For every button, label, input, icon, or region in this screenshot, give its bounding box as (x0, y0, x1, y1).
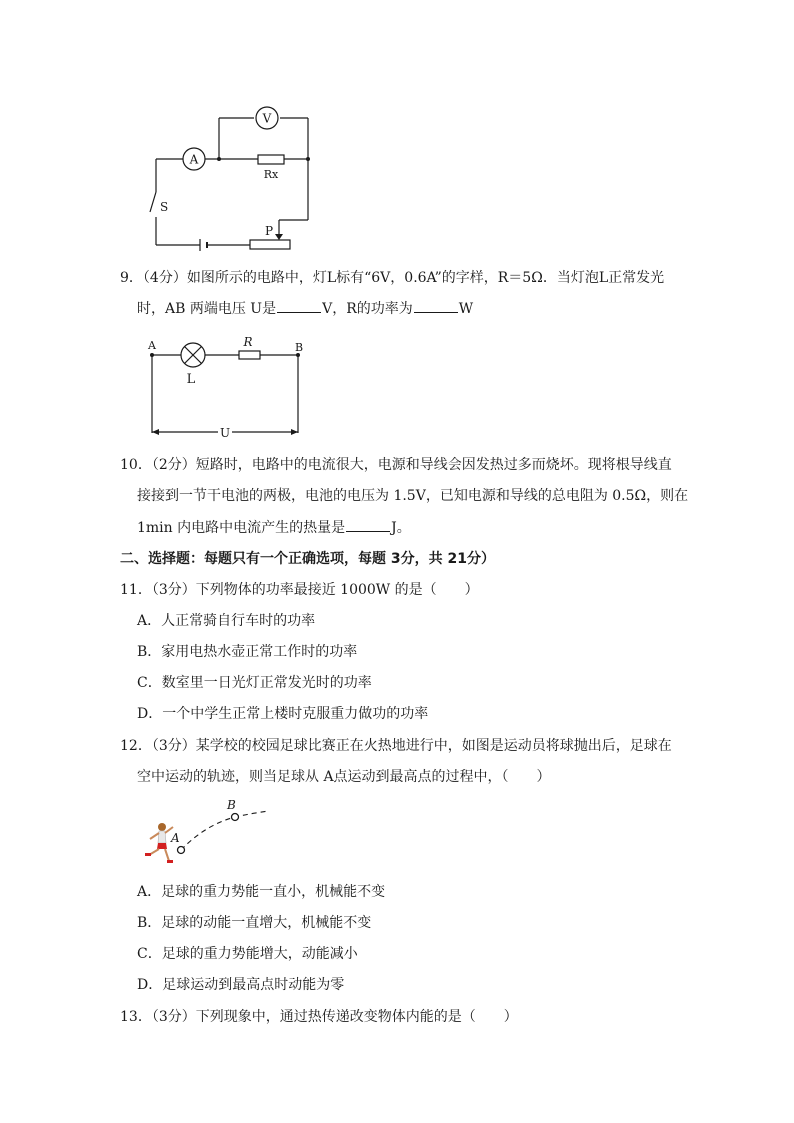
terminal-b-label: B (295, 341, 304, 354)
resistor-r (239, 351, 260, 359)
q9-line2-text-a: 时，AB 两端电压 U是 (137, 301, 277, 317)
q9-line2 (137, 298, 473, 319)
resistor-rx (258, 155, 284, 164)
q12-option-c[interactable]: C．足球的重力势能增大，动能减小 (137, 946, 358, 962)
q9-line2-text-b: V，R的功率为 (322, 301, 413, 317)
resistor-r-label: R (243, 335, 253, 349)
ball-position-b (232, 814, 239, 821)
q11-option-b[interactable]: B．家用电热水壶正常工作时的功率 (137, 644, 358, 660)
circuit-diagram-q8 (140, 100, 340, 260)
q12-line1: 12．（3分）某学校的校园足球比赛正在火热地进行中，如图是运动员将球抛出后，足球在 (120, 738, 672, 754)
q10-line3 (137, 517, 411, 538)
q12-option-d[interactable]: D．足球运动到最高点时动能为零 (137, 977, 345, 993)
q10-line3-text-b: J。 (391, 520, 411, 536)
rheostat-symbol (250, 240, 290, 249)
q12-line2: 空中运动的轨迹，则当足球从 A点运动到最高点的过程中，（ ） (137, 769, 551, 785)
point-a-label: A (171, 831, 180, 845)
voltmeter-label: V (262, 111, 272, 126)
q11-option-d[interactable]: D．一个中学生正常上楼时克服重力做功的功率 (137, 706, 429, 722)
rheostat-slider-label: P (265, 224, 274, 238)
football-player-figure (145, 823, 173, 863)
q11-stem: 11．（3分）下列物体的功率最接近 1000W 的是（ ） (120, 582, 479, 598)
q10-blank-heat[interactable] (346, 517, 390, 532)
q9-blank-power[interactable] (414, 298, 458, 313)
voltage-u-label: U (219, 426, 231, 440)
circuit-diagram-q9 (140, 335, 320, 445)
q12-option-b[interactable]: B．足球的动能一直增大，机械能不变 (137, 915, 372, 931)
q11-option-c[interactable]: C．数室里一日光灯正常发光时的功率 (137, 675, 372, 691)
football-trajectory-figure (135, 797, 285, 872)
section-2-heading: 二、选择题：每题只有一个正确选项，每题 3分，共 21分） (120, 551, 495, 567)
lamp-label: L (186, 372, 196, 387)
terminal-a-label: A (148, 339, 156, 352)
point-b-label: B (227, 798, 236, 812)
q10-line3-text-a: 1min 内电路中电流产生的热量是 (137, 520, 346, 536)
q9-blank-voltage[interactable] (277, 298, 321, 313)
switch-label: S (160, 200, 169, 214)
q9-line1: 9．（4分）如图所示的电路中，灯L标有“6V，0.6A”的字样，R＝5Ω．当灯泡L正常发光 (120, 270, 665, 286)
ball-position-a (178, 847, 185, 854)
ammeter-label: A (189, 152, 199, 167)
q12-option-a[interactable]: A．足球的重力势能一直小，机械能不变 (137, 884, 386, 900)
q10-line2: 接接到一节干电池的两极，电池的电压为 1.5V，已知电源和导线的总电阻为 0.5Ω，则在 (137, 488, 689, 504)
q13-stem: 13．（3分）下列现象中，通过热传递改变物体内能的是（ ） (120, 1009, 518, 1025)
q11-option-a[interactable]: A．人正常骑自行车时的功率 (137, 613, 316, 629)
lamp-symbol (181, 343, 205, 367)
resistor-rx-label: Rx (263, 168, 279, 181)
q10-line1: 10．（2分）短路时，电路中的电流很大，电源和导线会因发热过多而烧坏。现将根导线直 (120, 457, 672, 473)
q9-line2-text-c: W (458, 301, 474, 317)
